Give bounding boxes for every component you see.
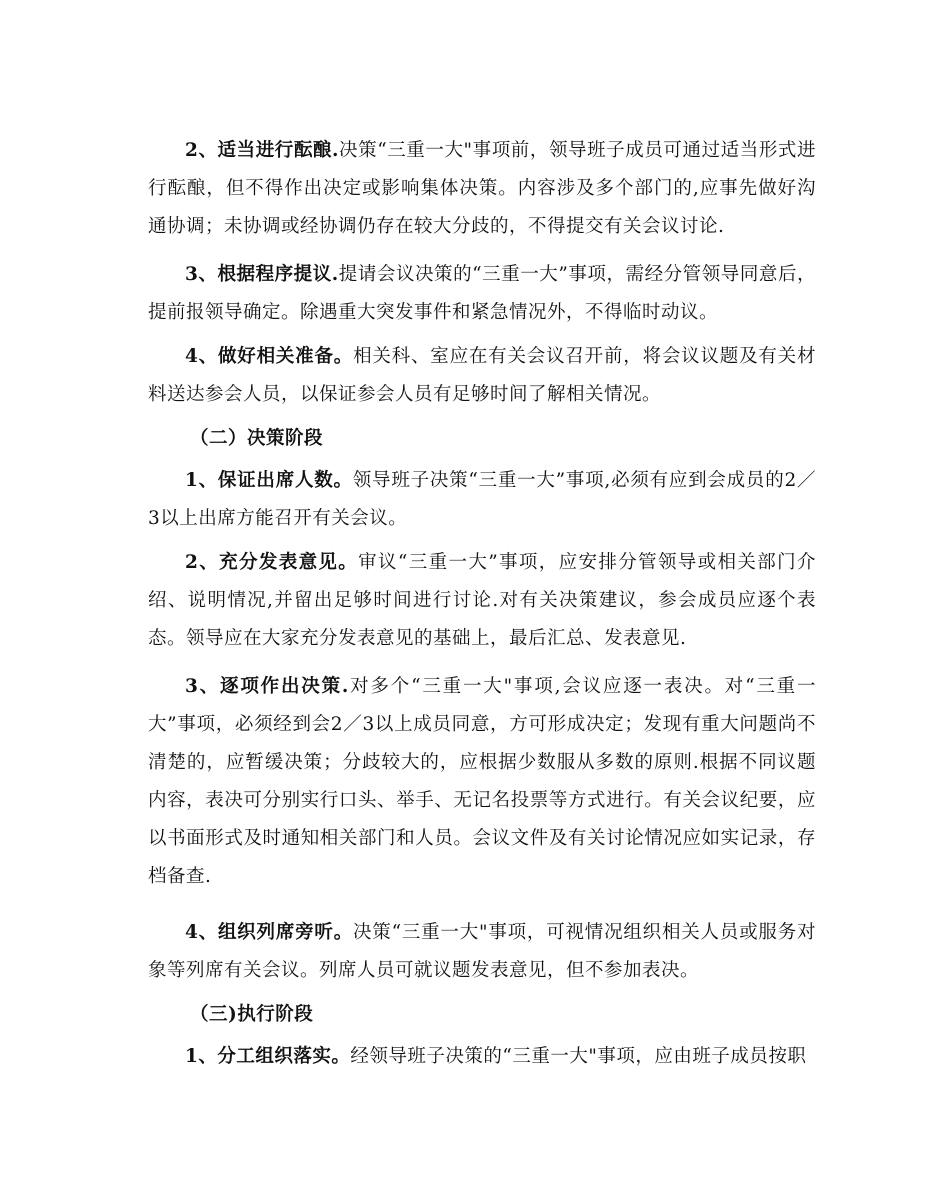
paragraph-text: 决策“三重一大"事项前，领导班子成员可通过适当形式进行酝酿，但不得作出决定或影响集体决策。内容涉及多个部门的,应事先做好沟通协调；未协调或经协调仍存在较大分歧的，不得提交有关会议讨论. (148, 140, 816, 237)
paragraph-text: 审议“三重一大”事项，应安排分管领导或相关部门介绍、说明情况,并留出足够时间进行讨论.对有关决策建议，参会成员应逐个表态。领导应在大家充分发表意见的基础上，最后汇总、发表意见. (148, 552, 817, 649)
paragraph-decision-2 (148, 544, 816, 658)
paragraph-lead: 4、组织列席旁听。 (185, 922, 354, 943)
paragraph-decision-3 (148, 668, 816, 896)
section-heading-execution: （三)执行阶段 (190, 1004, 314, 1025)
paragraph-lead: 2、适当进行酝酿. (185, 140, 339, 161)
paragraph-text: 决策“三重一大"事项，可视情况组织相关人员或服务对象等列席有关会议。列席人员可就议题发表意见，但不参加表决。 (148, 922, 816, 981)
paragraph-lead: 3、逐项作出决策. (185, 676, 349, 697)
paragraph-lead: 1、分工组织落实。 (185, 1046, 351, 1067)
paragraph-lead: 2、充分发表意见。 (185, 552, 359, 573)
paragraph-lead: 3、根据程序提议. (185, 264, 339, 285)
paragraph-prep-3 (148, 256, 816, 332)
paragraph-text: 提请会议决策的“三重一大”事项，需经分管领导同意后，提前报领导确定。除遇重大突发事件和紧急情况外，不得临时动议。 (148, 264, 816, 323)
paragraph-lead: 4、做好相关准备。 (185, 346, 354, 367)
paragraph-text: 领导班子决策“三重一大”事项,必须有应到会成员的2／3以上出席方能召开有关会议。 (148, 470, 817, 529)
paragraph-execution-1 (148, 1038, 816, 1076)
paragraph-text: 对多个“三重一大"事项,会议应逐一表决。对“三重一大”事项，必须经到会2／3以上成员同意，方可形成决定；发现有重大问题尚不清楚的，应暂缓决策；分歧较大的，应根据少数服从多数的原则.根据不同议题内容，表决可分别实行口头、举手、无记名投票等方式进行。有关会议纪要，应以书面形式及时通知相关部门和人员。会议文件及有关讨论情况应如实记录，存档备查. (148, 676, 816, 887)
paragraph-prep-4 (148, 338, 816, 414)
paragraph-decision-4 (148, 914, 816, 990)
section-heading-decision: （二）决策阶段 (190, 428, 324, 449)
paragraph-decision-1 (148, 462, 816, 538)
paragraph-text: 经领导班子决策的“三重一大"事项，应由班子成员按职 (350, 1046, 807, 1067)
paragraph-lead: 1、保证出席人数。 (185, 470, 353, 491)
paragraph-prep-2 (148, 132, 816, 246)
paragraph-text: 相关科、室应在有关会议召开前，将会议议题及有关材料送达参会人员，以保证参会人员有足够时间了解相关情况。 (148, 346, 816, 405)
